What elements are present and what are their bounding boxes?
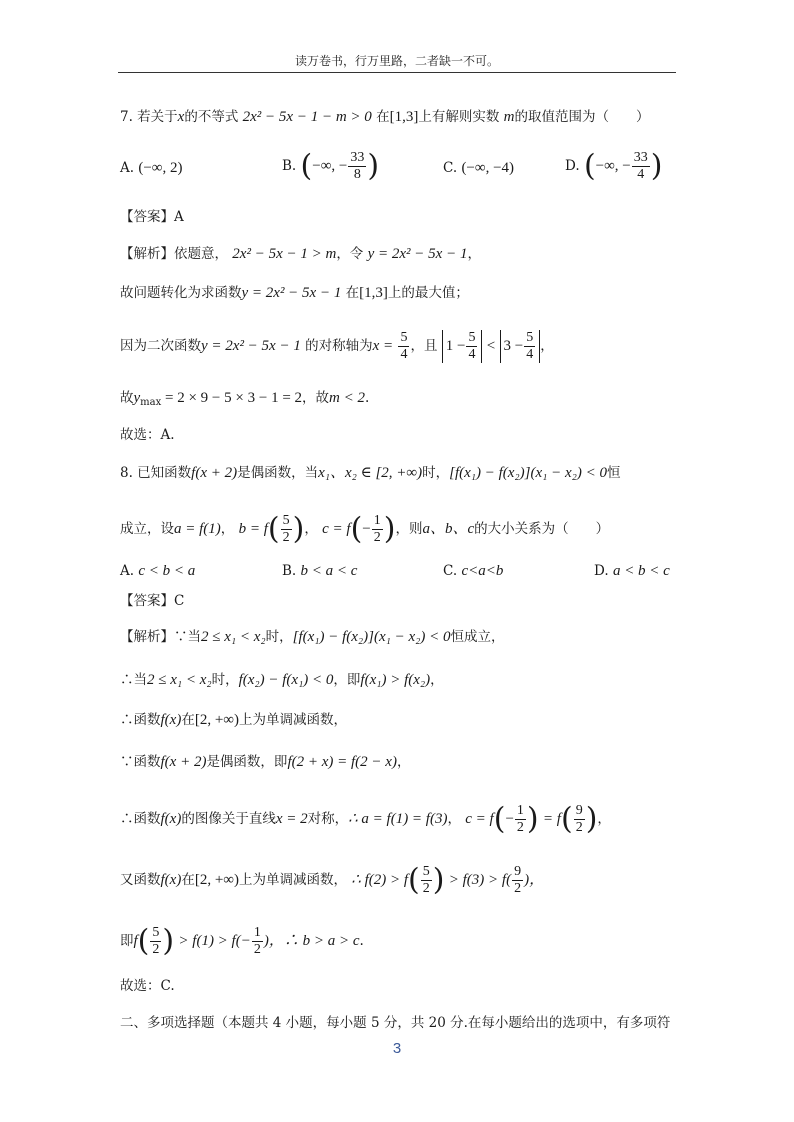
header-rule [118, 72, 676, 73]
page-header: 读万卷书，行万里路，二者缺一不可。 [294, 54, 499, 68]
q7-option-c: C. (−∞, −4) [443, 160, 515, 176]
section-two-heading: 二、多项选择题（本题共 4 小题，每小题 5 分，共 20 分.在每小题给出的选项中，有多项符 [120, 1015, 671, 1031]
q7-analysis-line-2: 故问题转化为求函数y = 2x² − 5x − 1 在[1,3]上的最大值； [120, 285, 469, 301]
q8-stem-line-1: 8. 已知函数f(x + 2)是偶函数，当x₁、x₂ ∈ [2, +∞)时，[f(x₁) − f(x₂)](x₁ − x₂) < 0恒 [120, 465, 621, 481]
q8-analysis-line-2: ∴当2 ≤ x₁ < x₂时，f(x₂) − f(x₁) < 0，即f(x₁) > f(x₂)， [120, 672, 444, 688]
q8-option-a: A. c < b < a [120, 563, 196, 579]
page-number: 3 [392, 1040, 402, 1057]
q7-choose: 故选：A. [120, 427, 175, 443]
q7-option-d: D. (−∞, − $\frac{33}{4}$ ) [565, 148, 663, 184]
q7-option-a: A. (−∞, 2) [120, 160, 183, 176]
q8-option-c: C. c<a<b [443, 563, 504, 579]
q8-analysis-line-1: 【解析】∵当2 ≤ x₁ < x₂时，[f(x₁) − f(x₂)](x₁ − x₂) < 0恒成立， [120, 629, 505, 645]
q7-analysis-line-4: 故$y_{max} = 2 \times 9 - 5 \times 3 - 1 = 2$，故m < 2. [120, 390, 370, 408]
q8-choose: 故选：C. [120, 978, 175, 994]
q7-stem: 7. 若关于x的不等式 2x² − 5x − 1 − m > 0 在[1,3]上有解则实数 m的取值范围为（ ） [120, 109, 650, 125]
q7-answer: 【答案】A [120, 209, 184, 225]
q8-analysis-line-4: ∵函数f(x + 2)是偶函数，即f(2 + x) = f(2 − x)， [120, 754, 411, 770]
q7-analysis-line-3: 因为二次函数y = 2x² − 5x − 1 的对称轴为x = $\frac{5}{4}$ ，且 1 − $\frac{5}{4}$ < 3 − $\frac{5}{4}$ ， [120, 330, 554, 362]
q7-inequality: 2x² − 5x − 1 − m > 0 [242, 109, 372, 125]
q7-option-b: B. (−∞, − $\frac{33}{8}$ ) [282, 148, 380, 184]
q8-analysis-line-5: ∴函数f(x)的图像关于直线x = 2对称，∴ a = f(1) = f(3)， c = f(− $\frac{1}{2}$ ) = f( $\frac{9}{2}$ )， [120, 801, 611, 837]
q8-analysis-line-7: 即f( $\frac{5}{2}$ ) > f(1) > f(− $\frac{1}{2}$ )，∴ b > a > c. [120, 923, 364, 959]
q8-stem-line-2: 成立，设a = f(1)， b = f( $\frac{5}{2}$ )， c = f(− $\frac{1}{2}$ )，则a、b、c的大小关系为（ ） [120, 511, 610, 547]
q8-option-d: D. a < b < c [594, 563, 670, 579]
q8-analysis-line-6: 又函数f(x)在[2, +∞)上为单调减函数， ∴ f(2) > f( $\frac{5}{2}$ ) > f(3) > f( $\frac{9}{2}$ )， [120, 862, 545, 898]
q7-analysis-line-1: 【解析】依题意， 2x² − 5x − 1 > m，令 y = 2x² − 5x − 1， [120, 246, 481, 262]
q8-analysis-line-3: ∴函数f(x)在[2, +∞)上为单调减函数， [120, 712, 347, 728]
q8-option-b: B. b < a < c [282, 563, 358, 579]
q8-answer: 【答案】C [120, 593, 185, 609]
